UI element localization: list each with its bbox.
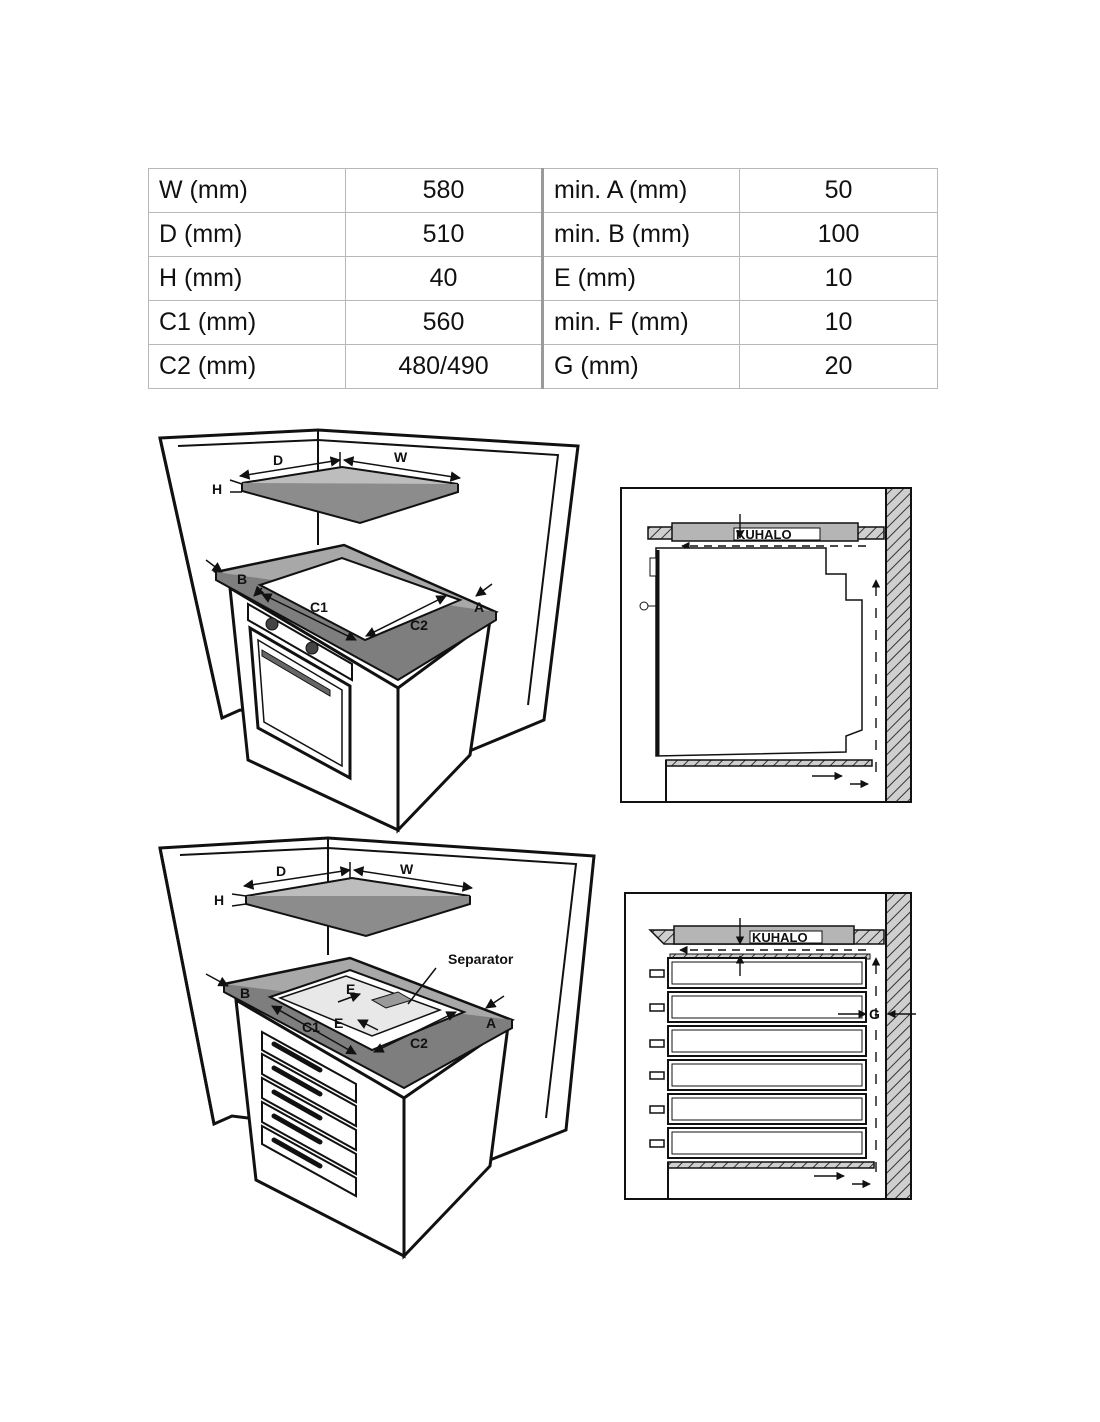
spec-label-e: E (mm) (543, 257, 740, 301)
spec-value-min-a: 50 (740, 169, 938, 213)
label-c1: C1 (310, 599, 328, 615)
brand-label: KUHALO (752, 930, 808, 945)
spec-label-d: D (mm) (149, 213, 346, 257)
label-w: W (400, 861, 414, 877)
spec-value-d: 510 (346, 213, 543, 257)
spec-value-min-b: 100 (740, 213, 938, 257)
label-separator: Separator (448, 951, 514, 967)
wall (886, 488, 911, 802)
label-d: D (273, 452, 284, 468)
oven-body (656, 548, 862, 756)
spec-value-g: 20 (740, 345, 938, 389)
spec-label-h: H (mm) (149, 257, 346, 301)
spec-label-g: G (mm) (543, 345, 740, 389)
label-h: H (212, 481, 223, 497)
table-row (149, 345, 938, 389)
label-b: B (240, 985, 251, 1001)
brand-label: KUHALO (736, 527, 792, 542)
spec-label-min-f: min. F (mm) (543, 301, 740, 345)
drawer-ventilation-side-view (622, 890, 922, 1206)
oven-installation-diagram (150, 420, 550, 840)
table-row (149, 213, 938, 257)
table-row (149, 301, 938, 345)
label-a: A (474, 599, 485, 615)
spec-value-w: 580 (346, 169, 543, 213)
label-a: A (486, 1015, 497, 1031)
spec-value-h: 40 (346, 257, 543, 301)
spec-label-min-b: min. B (mm) (543, 213, 740, 257)
label-w: W (394, 449, 408, 465)
label-d: D (276, 863, 287, 879)
label-c2: C2 (410, 1035, 428, 1051)
spec-value-c2: 480/490 (346, 345, 543, 389)
spec-value-e: 10 (740, 257, 938, 301)
wall (886, 893, 911, 1199)
spec-label-c2: C2 (mm) (149, 345, 346, 389)
label-e-bottom: E (334, 1015, 344, 1031)
table-row (149, 169, 938, 213)
specification-table (148, 168, 938, 389)
drawer-installation-diagram (150, 830, 610, 1260)
spec-value-c1: 560 (346, 301, 543, 345)
label-g: G (869, 1006, 880, 1022)
label-e-top: E (346, 981, 356, 997)
spec-value-min-f: 10 (740, 301, 938, 345)
label-b: B (237, 571, 248, 587)
label-c2: C2 (410, 617, 428, 633)
label-h: H (214, 892, 225, 908)
spec-label-min-a: min. A (mm) (543, 169, 740, 213)
oven-ventilation-side-view (618, 485, 918, 805)
spec-label-c1: C1 (mm) (149, 301, 346, 345)
table-row (149, 257, 938, 301)
label-c1: C1 (302, 1019, 320, 1035)
spec-label-w: W (mm) (149, 169, 346, 213)
